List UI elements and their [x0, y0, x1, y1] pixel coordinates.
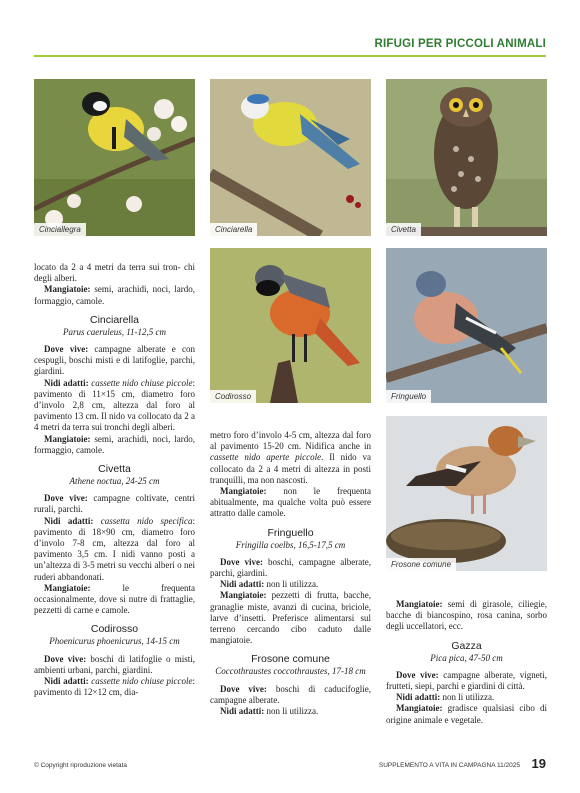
species-title: Cinciarella — [89, 313, 140, 326]
label-mangiatoie: Mangiatoie: — [220, 590, 267, 601]
paragraph-italic: cassette nido chiuse piccole — [88, 377, 193, 388]
photo-codirosso — [210, 248, 371, 403]
footer-supplement: SUPPLEMENTO A VITA IN CAMPAGNA 11/2025 — [378, 762, 520, 769]
label-nidi-adatti: Nidi adatti: — [220, 579, 265, 590]
photo-cinciallegra — [34, 79, 195, 236]
paragraph-text: non le frequenta abitualmente, ma qualche volta può essere attratto dalle camole. — [210, 486, 371, 519]
paragraph-italic: cassette nido aperte piccole — [210, 452, 322, 463]
paragraph-text: semi, arachidi, noci, lardo, formaggio, camole. — [34, 284, 195, 306]
paragraph-text: : pavimento di 18×90 cm, diametro foro d’involo 7-8 cm, altezza dal foro al pavimento 3,5 cm. I nidi vanno posti a un’altezza di 3-5 metri su vecchi alberi o nei ruderi abbandonati. — [34, 515, 195, 582]
label-nidi-adatti: Nidi adatti: — [44, 676, 89, 687]
paragraph-text: gradisce qualsiasi cibo di origine animale e vegetale. — [386, 703, 547, 725]
paragraph-text: non li utilizza. — [440, 692, 495, 703]
species-scientific-name: Phoenicurus phoenicurus, 14-15 cm — [49, 636, 180, 647]
photo-caption: Fringuello — [386, 390, 431, 403]
header-rule — [34, 55, 546, 57]
label-dove-vive: Dove vive: — [44, 344, 89, 355]
label-mangiatoie: Mangiatoie: — [396, 599, 443, 609]
paragraph-text: le frequenta occasionalmente, dove si nutre di frattaglie, pezzetti di carne e camole. — [34, 582, 195, 616]
text-column-1 — [34, 262, 195, 699]
paragraph-text: : pavimento di 12×12 cm, dia- — [34, 676, 195, 698]
label-mangiatoie: Mangiatoie: — [44, 433, 91, 444]
species-scientific-name: Coccothraustes coccothraustes, 17-18 cm — [215, 666, 366, 677]
paragraph-text: metro foro d’involo 4-5 cm, altezza dal foro al pavimento 15-20 cm. Nidifica anche in — [210, 430, 371, 452]
paragraph-text: locato da 2 a 4 metri da terra sui tron- — [34, 262, 181, 272]
label-dove-vive: Dove vive: — [396, 669, 439, 680]
paragraph-text: non li utilizza. — [264, 706, 319, 717]
species-title: Frosone comune — [251, 653, 330, 666]
species-title: Fringuello — [267, 526, 314, 539]
paragraph-text: non li utilizza. — [264, 579, 319, 590]
photo-caption: Cinciarella — [210, 223, 257, 236]
species-title: Civetta — [98, 463, 131, 476]
paragraph-text: semi, arachidi, noci, lardo, formaggio, camole. — [34, 433, 195, 455]
label-mangiatoie: Mangiatoie: — [44, 582, 91, 593]
section-title: RIFUGI PER PICCOLI ANIMALI — [374, 38, 546, 50]
paragraph-text: campagne alberate, vigneti, frutteti, siepi, parchi e giardini di città. — [386, 669, 547, 692]
label-nidi-adatti: Nidi adatti: — [44, 515, 94, 526]
photo-caption: Civetta — [386, 223, 421, 236]
species-scientific-name: Fringilla coelbs, 16,5-17,5 cm — [235, 539, 346, 550]
paragraph-text: : pavimento di 11×15 cm, diametro foro d’involo 2,8 cm, altezza dal foro al pavimento 13 cm. Il nido va collocato da 2 a 4 metri da terra sui tronchi degli alberi. — [34, 377, 195, 433]
species-title: Gazza — [451, 639, 482, 652]
label-mangiatoie: Mangiatoie: — [396, 703, 443, 714]
label-dove-vive: Dove vive: — [220, 556, 263, 567]
page-number: 19 — [531, 756, 546, 771]
footer-copyright: © Copyright riproduzione vietata — [34, 762, 127, 769]
label-nidi-adatti: Nidi adatti: — [44, 377, 89, 388]
species-scientific-name: Athene noctua, 24-25 cm — [69, 476, 160, 487]
paragraph-italic: cassette nido chiuse piccole — [88, 676, 193, 687]
paragraph-text: boschi di caducifoglie, campagne alberate. — [210, 683, 371, 705]
paragraph-text: semi di girasole, ciliegie, bacche di biancospino, rosa canina, sorbo degli uccellatori, ecc. — [386, 599, 547, 632]
label-nidi-adatti: Nidi adatti: — [220, 706, 265, 717]
photo-cinciarella — [210, 79, 371, 236]
photo-caption: Codirosso — [210, 390, 256, 403]
paragraph-text: chi degli alberi. — [34, 262, 196, 284]
label-dove-vive: Dove vive: — [220, 683, 267, 694]
text-column-3 — [386, 599, 547, 726]
label-mangiatoie: Mangiatoie: — [44, 284, 91, 295]
photo-fringuello — [386, 248, 547, 403]
photo-caption: Frosone comune — [386, 558, 456, 571]
species-scientific-name: Parus caeruleus, 11-12,5 cm — [62, 326, 167, 337]
label-dove-vive: Dove vive: — [44, 653, 87, 664]
paragraph-text: . Il nido va collocato da 2 a 4 metri di altezza in posti tranquilli, ma non nascosti. — [210, 452, 371, 485]
label-nidi-adatti: Nidi adatti: — [396, 692, 441, 703]
paragraph-text: pezzetti di frutta, bacche, granaglie miste, avanzi di cucina, briciole, larve d’insetti. Preferisce alimentarsi sul terreno cercando cibo caduto dalle mangiatoie. — [210, 590, 371, 646]
paragraph-text: boschi di latifoglie o misti, ambienti urbani, parchi, giardini. — [34, 653, 195, 675]
label-mangiatoie: Mangiatoie: — [220, 486, 267, 497]
paragraph-text: boschi, campagne alberate, parchi, giardini. — [210, 556, 371, 579]
photo-civetta — [386, 79, 547, 236]
paragraph-italic: cassetta nido specifica — [93, 515, 193, 526]
species-title: Codirosso — [90, 623, 139, 636]
species-scientific-name: Pica pica, 47-50 cm — [430, 652, 503, 663]
photo-frosone — [386, 416, 547, 571]
paragraph-text: campagne coltivate, centri rurali, parchi. — [34, 493, 195, 515]
text-column-2 — [210, 430, 371, 717]
paragraph-text: campagne alberate e con cespugli, boschi misti e di latifoglie, parchi, giardini. — [34, 344, 195, 377]
label-dove-vive: Dove vive: — [44, 493, 88, 504]
photo-caption: Cinciallegra — [34, 223, 86, 236]
